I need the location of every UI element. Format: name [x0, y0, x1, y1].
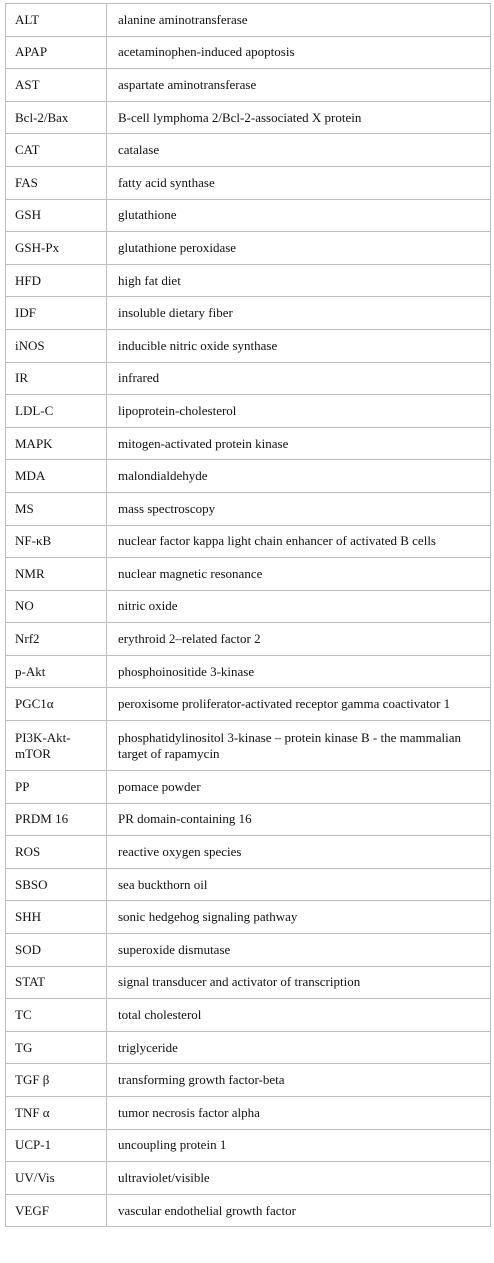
definition-cell: alanine aminotransferase [107, 4, 491, 37]
definition-cell: sea buckthorn oil [107, 868, 491, 901]
abbreviation-cell: PI3K-Akt-mTOR [6, 721, 107, 771]
abbreviation-cell: Nrf2 [6, 623, 107, 656]
table-row [6, 1194, 491, 1227]
table-row [6, 134, 491, 167]
definition-cell: phosphoinositide 3-kinase [107, 655, 491, 688]
table-row [6, 525, 491, 558]
table-row [6, 362, 491, 395]
abbreviation-cell: LDL-C [6, 395, 107, 428]
table-row [6, 1031, 491, 1064]
definition-cell: PR domain-containing 16 [107, 803, 491, 836]
table-row [6, 297, 491, 330]
definition-cell: signal transducer and activator of transcription [107, 966, 491, 999]
definition-cell: tumor necrosis factor alpha [107, 1097, 491, 1130]
definition-cell: uncoupling protein 1 [107, 1129, 491, 1162]
abbreviation-cell: SHH [6, 901, 107, 934]
definition-cell: infrared [107, 362, 491, 395]
table-row [6, 771, 491, 804]
table-row [6, 590, 491, 623]
definition-cell: superoxide dismutase [107, 934, 491, 967]
definition-cell: reactive oxygen species [107, 836, 491, 869]
table-row [6, 264, 491, 297]
table-row [6, 101, 491, 134]
definition-cell: sonic hedgehog signaling pathway [107, 901, 491, 934]
abbreviation-cell: NO [6, 590, 107, 623]
table-row [6, 558, 491, 591]
table-row [6, 688, 491, 721]
table-row [6, 1064, 491, 1097]
definition-cell: lipoprotein-cholesterol [107, 395, 491, 428]
definition-cell: nuclear magnetic resonance [107, 558, 491, 591]
definition-cell: aspartate aminotransferase [107, 69, 491, 102]
definition-cell: inducible nitric oxide synthase [107, 329, 491, 362]
definition-cell: nitric oxide [107, 590, 491, 623]
table-row [6, 36, 491, 69]
definition-cell: vascular endothelial growth factor [107, 1194, 491, 1227]
table-row [6, 69, 491, 102]
table-row [6, 166, 491, 199]
abbreviation-cell: STAT [6, 966, 107, 999]
abbreviation-cell: VEGF [6, 1194, 107, 1227]
abbreviation-cell: Bcl-2/Bax [6, 101, 107, 134]
abbreviation-cell: PRDM 16 [6, 803, 107, 836]
abbreviation-cell: iNOS [6, 329, 107, 362]
definition-cell: erythroid 2–related factor 2 [107, 623, 491, 656]
definition-cell: phosphatidylinositol 3-kinase – protein kinase B - the mammalian target of rapamycin [107, 721, 491, 771]
definition-cell: mass spectroscopy [107, 492, 491, 525]
abbreviation-cell: FAS [6, 166, 107, 199]
table-row [6, 395, 491, 428]
abbreviation-cell: CAT [6, 134, 107, 167]
abbreviation-cell: NMR [6, 558, 107, 591]
abbreviation-cell: SBSO [6, 868, 107, 901]
abbreviation-cell: ALT [6, 4, 107, 37]
definition-cell: peroxisome proliferator-activated receptor gamma coactivator 1 [107, 688, 491, 721]
abbreviation-cell: MS [6, 492, 107, 525]
abbreviation-cell: IR [6, 362, 107, 395]
definition-cell: catalase [107, 134, 491, 167]
table-row [6, 966, 491, 999]
table-row [6, 1162, 491, 1195]
abbreviation-cell: HFD [6, 264, 107, 297]
definition-cell: glutathione [107, 199, 491, 232]
table-row [6, 655, 491, 688]
definition-cell: high fat diet [107, 264, 491, 297]
definition-cell: total cholesterol [107, 999, 491, 1032]
abbreviation-cell: TNF α [6, 1097, 107, 1130]
abbreviation-cell: TC [6, 999, 107, 1032]
abbreviation-cell: TGF β [6, 1064, 107, 1097]
abbreviation-cell: UCP-1 [6, 1129, 107, 1162]
abbreviation-cell: PP [6, 771, 107, 804]
abbreviation-cell: APAP [6, 36, 107, 69]
table-row [6, 492, 491, 525]
abbreviation-cell: MAPK [6, 427, 107, 460]
abbreviations-table-body [6, 4, 491, 1227]
table-row [6, 329, 491, 362]
abbreviation-cell: p-Akt [6, 655, 107, 688]
abbreviation-cell: TG [6, 1031, 107, 1064]
abbreviation-cell: IDF [6, 297, 107, 330]
abbreviation-cell: GSH-Px [6, 232, 107, 265]
table-row [6, 999, 491, 1032]
table-row [6, 623, 491, 656]
definition-cell: glutathione peroxidase [107, 232, 491, 265]
abbreviation-cell: ROS [6, 836, 107, 869]
table-row [6, 199, 491, 232]
definition-cell: fatty acid synthase [107, 166, 491, 199]
table-row [6, 1097, 491, 1130]
table-row [6, 836, 491, 869]
definition-cell: transforming growth factor-beta [107, 1064, 491, 1097]
definition-cell: mitogen-activated protein kinase [107, 427, 491, 460]
table-row [6, 4, 491, 37]
table-row [6, 427, 491, 460]
table-row [6, 460, 491, 493]
abbreviation-cell: SOD [6, 934, 107, 967]
definition-cell: insoluble dietary fiber [107, 297, 491, 330]
abbreviation-cell: NF-κB [6, 525, 107, 558]
table-row [6, 868, 491, 901]
abbreviations-table [5, 3, 491, 1227]
abbreviation-cell: GSH [6, 199, 107, 232]
abbreviation-cell: UV/Vis [6, 1162, 107, 1195]
table-row [6, 721, 491, 771]
definition-cell: nuclear factor kappa light chain enhancer of activated B cells [107, 525, 491, 558]
abbreviation-cell: AST [6, 69, 107, 102]
table-row [6, 934, 491, 967]
table-row [6, 803, 491, 836]
definition-cell: acetaminophen-induced apoptosis [107, 36, 491, 69]
definition-cell: B-cell lymphoma 2/Bcl-2-associated X protein [107, 101, 491, 134]
table-row [6, 232, 491, 265]
definition-cell: malondialdehyde [107, 460, 491, 493]
definition-cell: ultraviolet/visible [107, 1162, 491, 1195]
definition-cell: pomace powder [107, 771, 491, 804]
abbreviation-cell: PGC1α [6, 688, 107, 721]
table-row [6, 1129, 491, 1162]
table-row [6, 901, 491, 934]
abbreviation-cell: MDA [6, 460, 107, 493]
definition-cell: triglyceride [107, 1031, 491, 1064]
